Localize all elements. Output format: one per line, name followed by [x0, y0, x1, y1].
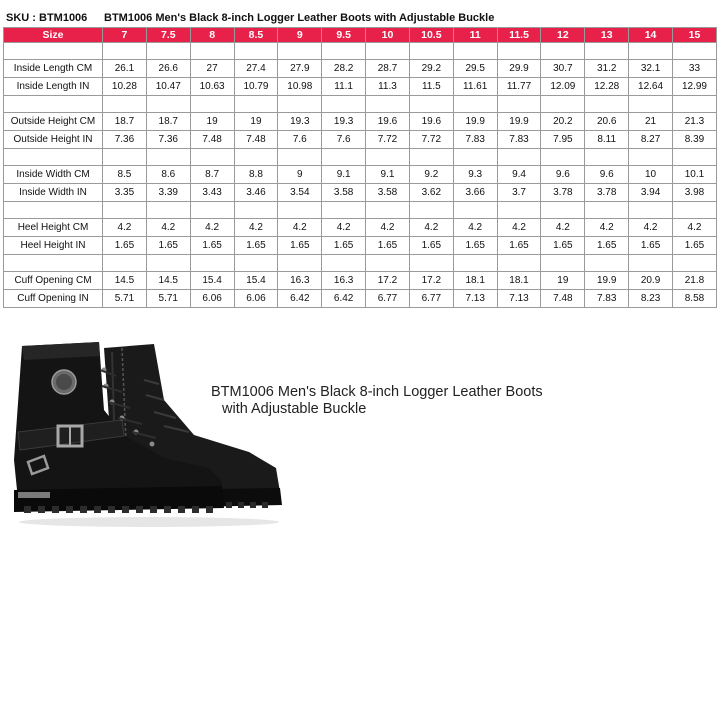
- empty-cell: [366, 255, 410, 272]
- table-cell: 17.2: [366, 272, 410, 290]
- table-cell: 7.6: [278, 131, 322, 149]
- empty-cell: [366, 202, 410, 219]
- table-cell: 1.65: [278, 237, 322, 255]
- empty-cell: [190, 43, 234, 60]
- table-cell: 16.3: [278, 272, 322, 290]
- table-cell: 7.83: [585, 290, 629, 308]
- empty-cell: [190, 202, 234, 219]
- table-row: [4, 131, 717, 149]
- empty-cell: [366, 96, 410, 113]
- table-cell: 4.2: [497, 219, 541, 237]
- empty-cell: [366, 43, 410, 60]
- table-cell: 31.2: [585, 60, 629, 78]
- caption-line-2: with Adjustable Buckle: [222, 401, 367, 417]
- table-cell: 30.7: [541, 60, 585, 78]
- table-cell: 17.2: [409, 272, 453, 290]
- table-cell: 20.9: [629, 272, 673, 290]
- table-cell: 1.65: [629, 237, 673, 255]
- size-header-cell: 12: [541, 28, 585, 43]
- table-cell: 19.3: [278, 113, 322, 131]
- size-header-cell: 11: [453, 28, 497, 43]
- empty-cell: [672, 255, 716, 272]
- table-cell: 7.6: [322, 131, 366, 149]
- table-cell: 15.4: [190, 272, 234, 290]
- caption-line-1: BTM1006 Men's Black 8-inch Logger Leather Boots: [211, 384, 543, 400]
- row-label: Inside Width CM: [4, 166, 103, 184]
- table-cell: 10.47: [146, 78, 190, 96]
- empty-cell: [366, 149, 410, 166]
- empty-cell: [629, 96, 673, 113]
- table-cell: 19.9: [585, 272, 629, 290]
- table-row: [4, 60, 717, 78]
- table-cell: 4.2: [146, 219, 190, 237]
- empty-cell: [497, 43, 541, 60]
- empty-cell: [672, 202, 716, 219]
- table-cell: 10.79: [234, 78, 278, 96]
- table-row: [4, 237, 717, 255]
- empty-cell: [103, 202, 147, 219]
- table-cell: 18.7: [146, 113, 190, 131]
- empty-cell: [629, 255, 673, 272]
- empty-cell: [453, 96, 497, 113]
- table-cell: 32.1: [629, 60, 673, 78]
- table-cell: 11.3: [366, 78, 410, 96]
- size-header-cell: 8.5: [234, 28, 278, 43]
- table-cell: 6.77: [409, 290, 453, 308]
- table-cell: 8.58: [672, 290, 716, 308]
- table-cell: 3.98: [672, 184, 716, 202]
- table-cell: 6.42: [322, 290, 366, 308]
- table-cell: 16.3: [322, 272, 366, 290]
- table-cell: 3.54: [278, 184, 322, 202]
- size-header-cell: 13: [585, 28, 629, 43]
- table-cell: 14.5: [103, 272, 147, 290]
- empty-cell: [541, 149, 585, 166]
- empty-cell: [629, 149, 673, 166]
- table-cell: 9.6: [541, 166, 585, 184]
- table-cell: 3.39: [146, 184, 190, 202]
- empty-cell: [322, 202, 366, 219]
- table-cell: 10.28: [103, 78, 147, 96]
- table-cell: 4.2: [629, 219, 673, 237]
- empty-cell: [4, 255, 103, 272]
- empty-cell: [672, 43, 716, 60]
- empty-cell: [409, 255, 453, 272]
- table-cell: 20.2: [541, 113, 585, 131]
- table-cell: 4.2: [585, 219, 629, 237]
- empty-cell: [322, 255, 366, 272]
- table-cell: 5.71: [146, 290, 190, 308]
- empty-cell: [234, 43, 278, 60]
- row-label: Heel Height CM: [4, 219, 103, 237]
- table-cell: 4.2: [322, 219, 366, 237]
- empty-cell: [146, 255, 190, 272]
- table-cell: 7.13: [497, 290, 541, 308]
- table-cell: 19.6: [409, 113, 453, 131]
- empty-cell: [585, 96, 629, 113]
- table-row: [4, 272, 717, 290]
- spacer-row: [4, 255, 717, 272]
- table-cell: 3.58: [322, 184, 366, 202]
- table-cell: 12.99: [672, 78, 716, 96]
- empty-cell: [103, 149, 147, 166]
- table-cell: 3.94: [629, 184, 673, 202]
- table-cell: 1.65: [409, 237, 453, 255]
- sku-label: SKU : BTM1006: [6, 12, 88, 24]
- table-cell: 18.7: [103, 113, 147, 131]
- table-cell: 11.5: [409, 78, 453, 96]
- table-cell: 4.2: [409, 219, 453, 237]
- table-cell: 9: [278, 166, 322, 184]
- table-cell: 1.65: [366, 237, 410, 255]
- table-cell: 3.78: [541, 184, 585, 202]
- table-cell: 11.1: [322, 78, 366, 96]
- table-cell: 3.66: [453, 184, 497, 202]
- boot-product-image: [4, 340, 294, 530]
- table-cell: 4.2: [366, 219, 410, 237]
- row-label: Inside Length IN: [4, 78, 103, 96]
- empty-cell: [4, 96, 103, 113]
- product-title: BTM1006 Men's Black 8-inch Logger Leather Boots with Adjustable Buckle: [104, 12, 495, 24]
- table-cell: 4.2: [234, 219, 278, 237]
- table-cell: 9.2: [409, 166, 453, 184]
- table-cell: 3.58: [366, 184, 410, 202]
- table-cell: 6.42: [278, 290, 322, 308]
- empty-cell: [4, 202, 103, 219]
- table-cell: 7.95: [541, 131, 585, 149]
- empty-cell: [497, 149, 541, 166]
- table-cell: 7.36: [103, 131, 147, 149]
- empty-cell: [278, 43, 322, 60]
- empty-cell: [278, 149, 322, 166]
- empty-cell: [497, 202, 541, 219]
- empty-cell: [146, 149, 190, 166]
- table-cell: 7.72: [366, 131, 410, 149]
- table-cell: 21.8: [672, 272, 716, 290]
- table-cell: 1.65: [585, 237, 629, 255]
- row-label: Cuff Opening CM: [4, 272, 103, 290]
- empty-cell: [278, 96, 322, 113]
- table-row: [4, 113, 717, 131]
- table-cell: 29.2: [409, 60, 453, 78]
- table-cell: 28.2: [322, 60, 366, 78]
- table-row: [4, 219, 717, 237]
- empty-cell: [585, 149, 629, 166]
- table-cell: 10.63: [190, 78, 234, 96]
- table-cell: 33: [672, 60, 716, 78]
- empty-cell: [234, 96, 278, 113]
- table-cell: 4.2: [672, 219, 716, 237]
- table-cell: 7.36: [146, 131, 190, 149]
- table-cell: 7.48: [541, 290, 585, 308]
- table-row: [4, 166, 717, 184]
- table-cell: 1.65: [103, 237, 147, 255]
- empty-cell: [409, 149, 453, 166]
- table-cell: 5.71: [103, 290, 147, 308]
- table-cell: 10.98: [278, 78, 322, 96]
- table-cell: 9.4: [497, 166, 541, 184]
- spacer-row: [4, 202, 717, 219]
- table-cell: 8.6: [146, 166, 190, 184]
- document-header: [6, 12, 714, 26]
- size-header-cell: 7.5: [146, 28, 190, 43]
- table-cell: 20.6: [585, 113, 629, 131]
- spacer-row: [4, 96, 717, 113]
- table-cell: 19.9: [453, 113, 497, 131]
- table-row: [4, 184, 717, 202]
- table-cell: 3.78: [585, 184, 629, 202]
- empty-cell: [629, 43, 673, 60]
- table-cell: 1.65: [672, 237, 716, 255]
- table-cell: 18.1: [497, 272, 541, 290]
- empty-cell: [234, 149, 278, 166]
- spacer-row: [4, 43, 717, 60]
- empty-cell: [103, 43, 147, 60]
- table-cell: 7.83: [497, 131, 541, 149]
- table-cell: 19.9: [497, 113, 541, 131]
- table-cell: 8.11: [585, 131, 629, 149]
- table-cell: 4.2: [103, 219, 147, 237]
- table-row: [4, 78, 717, 96]
- row-label: Inside Length CM: [4, 60, 103, 78]
- table-cell: 1.65: [322, 237, 366, 255]
- table-cell: 12.28: [585, 78, 629, 96]
- table-cell: 27.9: [278, 60, 322, 78]
- empty-cell: [146, 43, 190, 60]
- empty-cell: [585, 255, 629, 272]
- empty-cell: [234, 255, 278, 272]
- empty-cell: [190, 96, 234, 113]
- spacer-row: [4, 149, 717, 166]
- empty-cell: [585, 43, 629, 60]
- table-cell: 14.5: [146, 272, 190, 290]
- table-cell: 7.83: [453, 131, 497, 149]
- table-cell: 3.35: [103, 184, 147, 202]
- table-cell: 15.4: [234, 272, 278, 290]
- empty-cell: [453, 149, 497, 166]
- table-cell: 8.23: [629, 290, 673, 308]
- table-cell: 8.39: [672, 131, 716, 149]
- empty-cell: [146, 96, 190, 113]
- table-cell: 9.6: [585, 166, 629, 184]
- table-cell: 4.2: [453, 219, 497, 237]
- table-cell: 4.2: [278, 219, 322, 237]
- table-cell: 3.7: [497, 184, 541, 202]
- empty-cell: [585, 202, 629, 219]
- empty-cell: [453, 202, 497, 219]
- table-cell: 19: [190, 113, 234, 131]
- empty-cell: [146, 202, 190, 219]
- table-cell: 26.1: [103, 60, 147, 78]
- table-cell: 9.3: [453, 166, 497, 184]
- table-cell: 1.65: [190, 237, 234, 255]
- empty-cell: [190, 149, 234, 166]
- table-cell: 28.7: [366, 60, 410, 78]
- table-cell: 10: [629, 166, 673, 184]
- empty-cell: [497, 255, 541, 272]
- table-cell: 27.4: [234, 60, 278, 78]
- size-header-cell: 14: [629, 28, 673, 43]
- size-header-cell: 9.5: [322, 28, 366, 43]
- empty-cell: [103, 96, 147, 113]
- table-cell: 1.65: [146, 237, 190, 255]
- empty-cell: [453, 255, 497, 272]
- empty-cell: [453, 43, 497, 60]
- empty-cell: [278, 255, 322, 272]
- table-cell: 7.48: [190, 131, 234, 149]
- empty-cell: [409, 202, 453, 219]
- table-cell: 11.61: [453, 78, 497, 96]
- table-cell: 6.77: [366, 290, 410, 308]
- table-cell: 8.27: [629, 131, 673, 149]
- empty-cell: [541, 202, 585, 219]
- empty-cell: [672, 149, 716, 166]
- table-cell: 21: [629, 113, 673, 131]
- table-cell: 19.3: [322, 113, 366, 131]
- empty-cell: [629, 202, 673, 219]
- table-cell: 3.62: [409, 184, 453, 202]
- table-cell: 8.5: [103, 166, 147, 184]
- empty-cell: [322, 149, 366, 166]
- table-cell: 7.48: [234, 131, 278, 149]
- empty-cell: [4, 43, 103, 60]
- empty-cell: [322, 96, 366, 113]
- table-cell: 8.8: [234, 166, 278, 184]
- empty-cell: [541, 96, 585, 113]
- empty-cell: [497, 96, 541, 113]
- table-cell: 19.6: [366, 113, 410, 131]
- size-chart-table: [3, 27, 717, 308]
- table-cell: 9.1: [322, 166, 366, 184]
- table-cell: 3.46: [234, 184, 278, 202]
- table-cell: 3.43: [190, 184, 234, 202]
- row-label: Outside Height IN: [4, 131, 103, 149]
- size-header-cell: 11.5: [497, 28, 541, 43]
- size-column-header: Size: [4, 28, 103, 43]
- table-cell: 6.06: [190, 290, 234, 308]
- table-cell: 1.65: [234, 237, 278, 255]
- empty-cell: [409, 96, 453, 113]
- empty-cell: [234, 202, 278, 219]
- table-cell: 7.13: [453, 290, 497, 308]
- table-cell: 29.5: [453, 60, 497, 78]
- empty-cell: [409, 43, 453, 60]
- table-cell: 8.7: [190, 166, 234, 184]
- table-cell: 21.3: [672, 113, 716, 131]
- table-cell: 1.65: [541, 237, 585, 255]
- product-caption: [211, 384, 611, 418]
- empty-cell: [541, 43, 585, 60]
- empty-cell: [541, 255, 585, 272]
- table-cell: 27: [190, 60, 234, 78]
- size-header-cell: 15: [672, 28, 716, 43]
- table-row: [4, 290, 717, 308]
- size-header-cell: 9: [278, 28, 322, 43]
- table-cell: 29.9: [497, 60, 541, 78]
- row-label: Heel Height IN: [4, 237, 103, 255]
- table-cell: 12.09: [541, 78, 585, 96]
- table-cell: 6.06: [234, 290, 278, 308]
- size-header-cell: 7: [103, 28, 147, 43]
- table-cell: 10.1: [672, 166, 716, 184]
- table-cell: 1.65: [453, 237, 497, 255]
- empty-cell: [4, 149, 103, 166]
- empty-cell: [322, 43, 366, 60]
- size-header-cell: 10: [366, 28, 410, 43]
- empty-cell: [103, 255, 147, 272]
- empty-cell: [672, 96, 716, 113]
- table-cell: 7.72: [409, 131, 453, 149]
- empty-cell: [278, 202, 322, 219]
- table-cell: 4.2: [541, 219, 585, 237]
- size-header-cell: 10.5: [409, 28, 453, 43]
- table-cell: 4.2: [190, 219, 234, 237]
- table-cell: 11.77: [497, 78, 541, 96]
- table-cell: 19: [234, 113, 278, 131]
- table-cell: 19: [541, 272, 585, 290]
- size-header-cell: 8: [190, 28, 234, 43]
- table-cell: 26.6: [146, 60, 190, 78]
- empty-cell: [190, 255, 234, 272]
- table-cell: 18.1: [453, 272, 497, 290]
- row-label: Cuff Opening IN: [4, 290, 103, 308]
- table-cell: 1.65: [497, 237, 541, 255]
- row-label: Outside Height CM: [4, 113, 103, 131]
- table-header-row: [4, 28, 717, 43]
- row-label: Inside Width IN: [4, 184, 103, 202]
- table-cell: 12.64: [629, 78, 673, 96]
- table-cell: 9.1: [366, 166, 410, 184]
